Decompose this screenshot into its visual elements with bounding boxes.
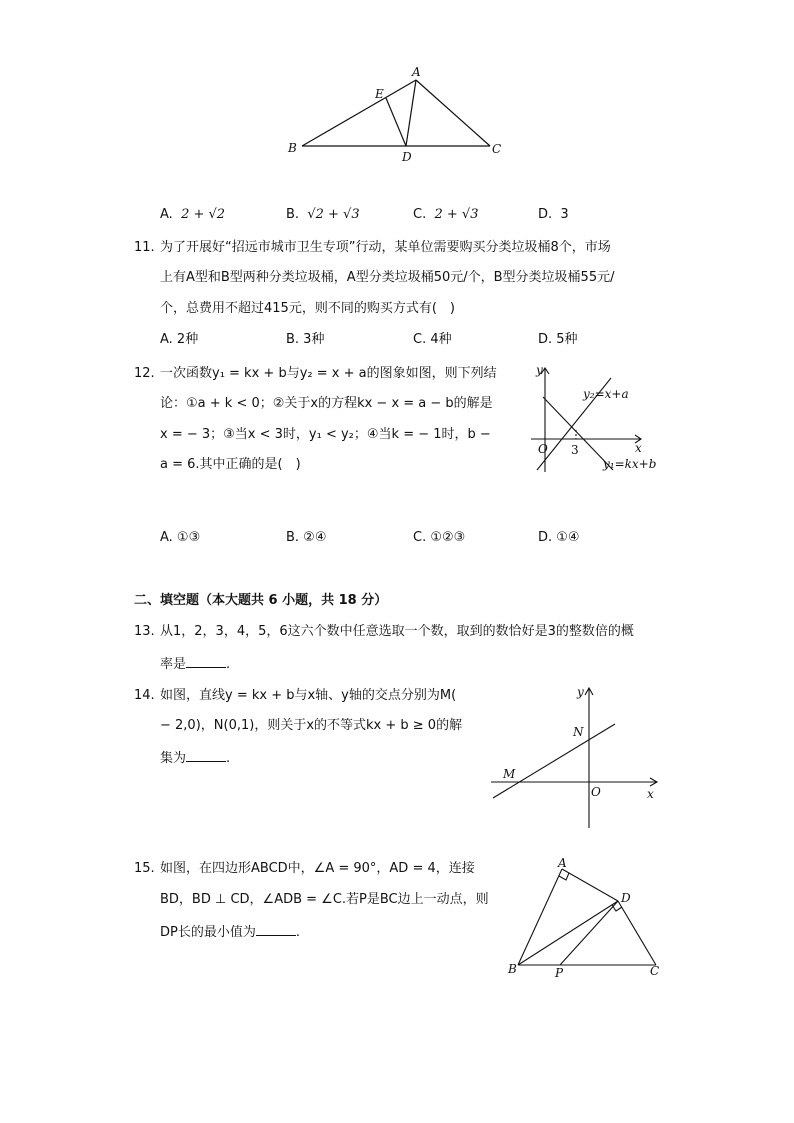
- q10-option-a[interactable]: [160, 207, 225, 223]
- q15-line-3: [160, 923, 300, 941]
- segment-AC: [416, 80, 490, 146]
- segment-DC: [618, 901, 656, 965]
- label-A: A: [412, 65, 421, 79]
- q12-line-4: a = 6.其中正确的是( ): [160, 457, 301, 472]
- segment-AD: [562, 869, 618, 901]
- q10-option-c[interactable]: [413, 207, 478, 223]
- q13-period: .: [226, 657, 231, 672]
- q10-option-d[interactable]: [538, 207, 569, 223]
- label-B: B: [508, 962, 517, 976]
- answer-blank[interactable]: [186, 655, 226, 668]
- q11-option-c[interactable]: C. 4种: [413, 332, 452, 347]
- label-D: D: [402, 150, 412, 164]
- option-text: √2 + √3: [307, 207, 360, 222]
- q13-line-2: [160, 655, 230, 673]
- q12-line-1: 一次函数y₁ = kx + b与y₂ = x + a的图象如图，则下列结: [160, 366, 497, 381]
- q13-line-1: 从1，2，3，4，5，6这六个数中任意选取一个数，取到的数恰好是3的整数倍的概: [160, 624, 634, 639]
- label-y: y: [536, 363, 543, 377]
- q11-line-2: 上有A型和B型两种分类垃圾桶，A型分类垃圾桶50元/个，B型分类垃圾桶55元/: [160, 270, 615, 285]
- q14-line-3: [160, 749, 230, 767]
- question-number-11: 11.: [134, 240, 155, 255]
- q11-option-b[interactable]: B. 3种: [286, 332, 325, 347]
- question-number-13: 13.: [134, 624, 155, 639]
- option-letter: A.: [160, 207, 173, 222]
- q14-line-1: 如图，直线y = kx + b与x轴、y轴的交点分别为M(: [160, 688, 457, 703]
- right-angle-marker-A: [559, 873, 569, 880]
- option-letter: D.: [538, 207, 553, 222]
- question-number-15: 15.: [134, 861, 155, 876]
- q15-period: .: [295, 925, 300, 940]
- label-three: 3: [571, 443, 579, 457]
- linear-functions-figure-q12: [525, 360, 665, 475]
- option-text: 2 + √2: [181, 207, 226, 222]
- label-A: A: [558, 856, 567, 870]
- label-origin: O: [591, 785, 601, 799]
- option-text: 2 + √3: [434, 207, 479, 222]
- q12-option-c[interactable]: C. ①②③: [413, 530, 466, 545]
- q15-line-1: 如图，在四边形ABCD中，∠A = 90°，AD = 4，连接: [160, 861, 475, 876]
- quadrilateral-figure-q15: [500, 855, 670, 985]
- option-text: 3: [560, 207, 569, 222]
- segment-ED: [386, 98, 406, 146]
- label-x: x: [647, 787, 654, 801]
- q12-line-3: x = − 3；③当x < 3时，y₁ < y₂；④当k = − 1时，b −: [160, 427, 491, 442]
- answer-blank[interactable]: [186, 749, 226, 762]
- q12-option-b[interactable]: B. ②④: [286, 530, 327, 545]
- section-title: 二、填空题（本大题共 6 小题，共 18 分）: [134, 593, 388, 608]
- label-y1: y₁=kx+b: [603, 457, 657, 471]
- label-D: D: [621, 891, 631, 905]
- answer-blank[interactable]: [256, 923, 296, 936]
- label-M: M: [503, 767, 516, 781]
- label-B: B: [288, 141, 297, 155]
- q14-line-2: − 2,0)，N(0,1)，则关于x的不等式kx + b ≥ 0的解: [160, 718, 463, 733]
- q12-option-a[interactable]: A. ①③: [160, 530, 201, 545]
- q10-option-b[interactable]: [286, 207, 360, 223]
- q13-text: 率是: [160, 657, 187, 672]
- label-N: N: [573, 725, 584, 739]
- label-C: C: [492, 142, 502, 156]
- option-letter: C.: [413, 207, 427, 222]
- line-graph-figure-q14: [485, 680, 665, 830]
- q14-text: 集为: [160, 751, 187, 766]
- segment-AD: [406, 80, 416, 146]
- q11-line-3: 个，总费用不超过415元，则不同的购买方式有( ): [160, 301, 455, 316]
- q11-line-1: 为了开展好“招远市城市卫生专项”行动，某单位需要购买分类垃圾桶8个，市场: [160, 240, 611, 255]
- label-P: P: [555, 966, 564, 980]
- q11-option-a[interactable]: A. 2种: [160, 332, 199, 347]
- label-x: x: [635, 441, 642, 455]
- label-y: y: [577, 685, 584, 699]
- question-number-14: 14.: [134, 688, 155, 703]
- triangle-figure-q10: [280, 60, 510, 170]
- q11-option-d[interactable]: D. 5种: [538, 332, 578, 347]
- label-y2: y₂=x+a: [583, 387, 629, 401]
- question-number-12: 12.: [134, 366, 155, 381]
- label-origin: O: [538, 442, 548, 456]
- q15-line-2: BD，BD ⊥ CD，∠ADB = ∠C.若P是BC边上一动点，则: [160, 892, 489, 907]
- segment-BA: [302, 80, 416, 146]
- q15-text: DP长的最小值为: [160, 925, 256, 940]
- option-letter: B.: [286, 207, 300, 222]
- label-E: E: [375, 87, 384, 101]
- q14-period: .: [226, 751, 231, 766]
- label-C: C: [650, 964, 660, 978]
- q12-line-2: 论：①a + k < 0；②关于x的方程kx − x = a − b的解是: [160, 396, 493, 411]
- q12-option-d[interactable]: D. ①④: [538, 530, 580, 545]
